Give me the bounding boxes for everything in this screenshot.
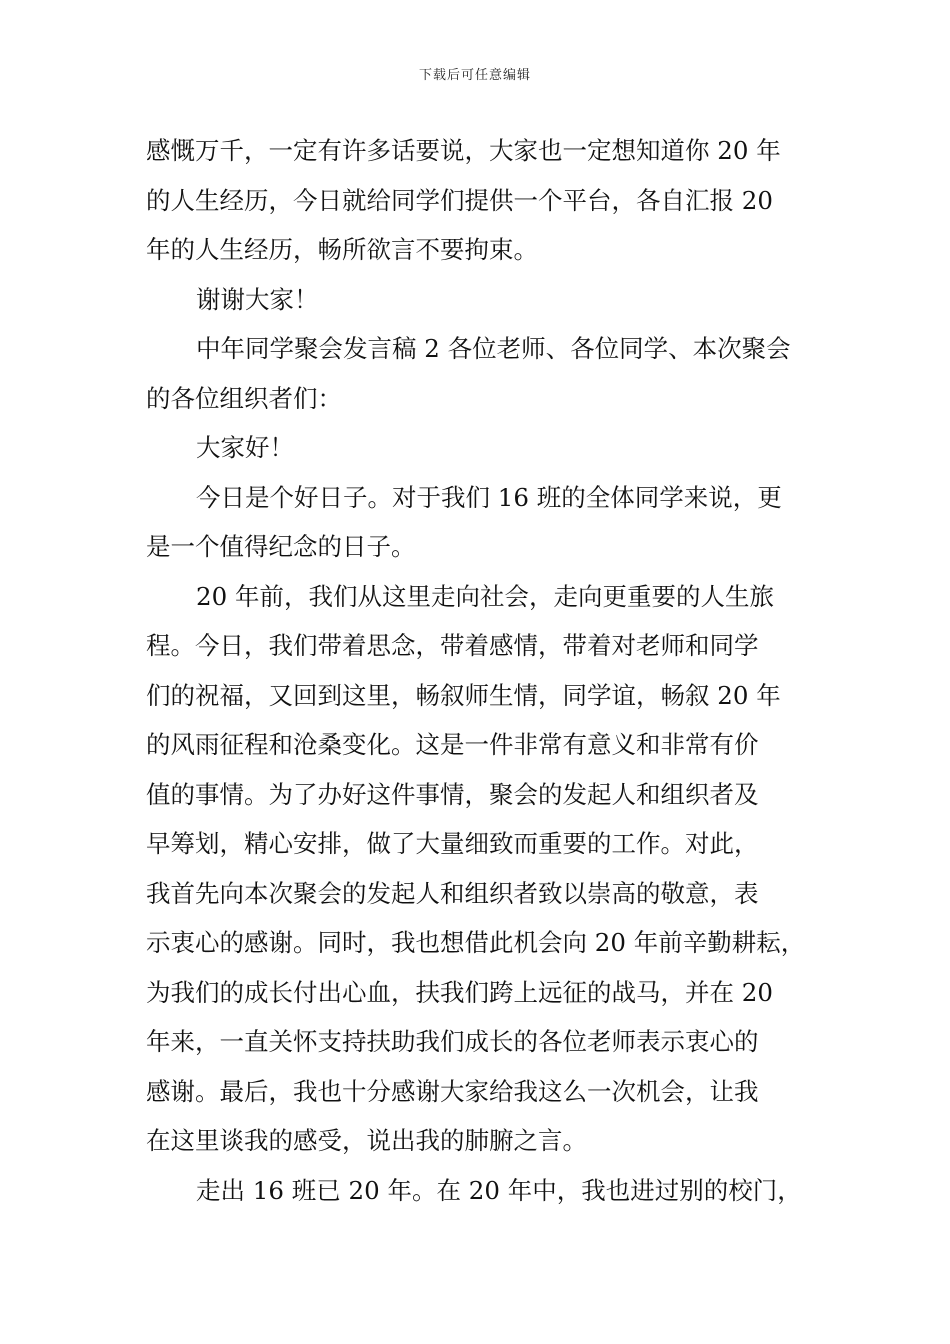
text-line: 的风雨征程和沧桑变化。这是一件非常有意义和非常有价 (146, 730, 759, 759)
text-line: 在这里谈我的感受，说出我的肺腑之言。 (146, 1126, 587, 1155)
text-line: 走出 16 班已 20 年。在 20 年中，我也进过别的校门， (196, 1175, 802, 1205)
text-line: 是一个值得纪念的日子。 (146, 532, 416, 561)
text-line: 们的祝福，又回到这里，畅叙师生情，同学谊，畅叙 20 年 (146, 680, 781, 710)
text-line: 早筹划，精心安排，做了大量细致而重要的工作。对此， (146, 829, 759, 858)
text-line: 的各位组织者们： (146, 383, 342, 413)
text-line: 的人生经历，今日就给同学们提供一个平台，各自汇报 20 (146, 185, 773, 215)
document-body (146, 126, 826, 1215)
text-line: 示衷心的感谢。同时，我也想借此机会向 20 年前辛勤耕耘， (146, 928, 806, 957)
text-line: 值的事情。为了办好这件事情，聚会的发起人和组织者及 (146, 779, 759, 809)
text-line: 感谢。最后，我也十分感谢大家给我这么一次机会，让我 (146, 1076, 759, 1106)
page-header: 下载后可任意编辑 (418, 68, 531, 83)
text-line: 年来，一直关怀支持扶助我们成长的各位老师表示衷心的 (146, 1027, 759, 1056)
text-line: 为我们的成长付出心血，扶我们跨上远征的战马，并在 20 (146, 977, 773, 1007)
text-line: 中年同学聚会发言稿 2 各位老师、各位同学、本次聚会 (196, 334, 791, 363)
text-line: 我首先向本次聚会的发起人和组织者致以崇高的敬意，表 (146, 878, 759, 908)
text-line: 20 年前，我们从这里走向社会，走向更重要的人生旅 (196, 581, 774, 611)
text-line: 程。今日，我们带着思念，带着感情，带着对老师和同学 (146, 631, 759, 660)
text-line: 谢谢大家！ (196, 284, 319, 314)
text-line: 感慨万千，一定有许多话要说，大家也一定想知道你 20 年 (146, 136, 781, 165)
text-line: 今日是个好日子。对于我们 16 班的全体同学来说，更 (196, 482, 782, 512)
text-line: 大家好！ (196, 433, 294, 462)
text-line: 年的人生经历，畅所欲言不要拘束。 (146, 235, 538, 264)
